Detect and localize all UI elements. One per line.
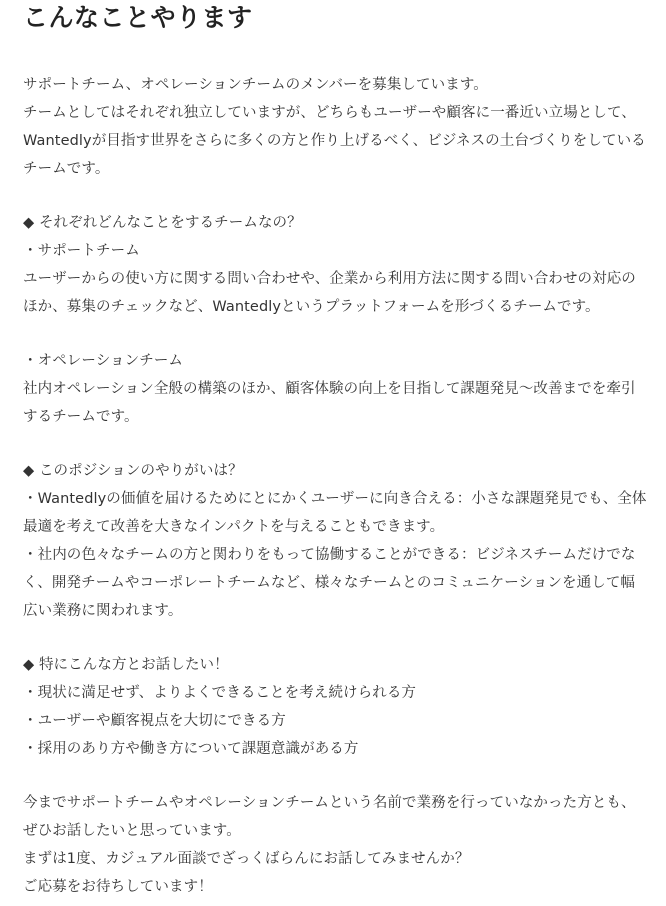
- text-line: するチームです。: [23, 409, 139, 425]
- text-line: チームです。: [23, 161, 110, 177]
- paragraph: [23, 651, 652, 763]
- paragraph: [23, 457, 652, 625]
- paragraph-gap: [23, 321, 652, 347]
- text-line: く、開発チームやコーポレートチームなど、様々なチームとのコミュニケーションを通して幅: [23, 575, 636, 591]
- paragraph: [23, 71, 652, 183]
- text-line: サポートチーム、オペレーションチームのメンバーを募集しています。: [23, 77, 488, 93]
- paragraph: [23, 209, 652, 321]
- text-line: ぜひお話したいと思っています。: [23, 823, 241, 839]
- section-title: こんなことやります: [23, 3, 253, 32]
- text-line: ・サポートチーム: [23, 243, 140, 259]
- article-body: [23, 71, 652, 901]
- text-line: ・オペレーションチーム: [23, 353, 184, 369]
- text-line: ◆ 特にこんな方とお話したい！: [23, 657, 229, 673]
- text-line: ほか、募集のチェックなど、Wantedlyというプラットフォームを形づくるチームです。: [23, 299, 600, 315]
- text-line: ご応募をお待ちしています！: [23, 879, 213, 895]
- paragraph: [23, 347, 652, 431]
- paragraph-gap: [23, 763, 652, 789]
- text-line: ・現状に満足せず、よりよくできることを考え続けられる方: [23, 685, 417, 701]
- paragraph: [23, 789, 652, 901]
- text-line: ・Wantedlyの価値を届けるためにとにかくユーザーに向き合える：小さな課題発見でも、全体: [23, 491, 647, 507]
- text-line: 社内オペレーション全般の構築のほか、顧客体験の向上を目指して課題発見〜改善までを牽引: [23, 381, 636, 397]
- text-line: ◆ このポジションのやりがいは？: [23, 463, 243, 479]
- text-line: ユーザーからの使い方に関する問い合わせや、企業から利用方法に関する問い合わせの対応の: [23, 271, 636, 287]
- text-line: 最適を考えて改善を大きなインパクトを与えることもできます。: [23, 519, 445, 535]
- text-line: 広い業務に関われます。: [23, 603, 183, 619]
- text-line: ◆ それぞれどんなことをするチームなの？: [23, 215, 302, 231]
- paragraph-gap: [23, 183, 652, 209]
- text-line: 今までサポートチームやオペレーションチームという名前で業務を行っていなかった方とも、: [23, 795, 636, 811]
- paragraph-gap: [23, 431, 652, 457]
- text-line: ・ユーザーや顧客視点を大切にできる方: [23, 713, 286, 729]
- text-line: まずは1度、カジュアル面談でざっくばらんにお話してみませんか？: [23, 851, 470, 867]
- text-line: ・採用のあり方や働き方について課題意識がある方: [23, 741, 359, 757]
- text-line: Wantedlyが目指す世界をさらに多くの方と作り上げるべく、ビジネスの土台づくりをしている: [23, 133, 646, 149]
- text-line: チームとしてはそれぞれ独立していますが、どちらもユーザーや顧客に一番近い立場として、: [23, 105, 636, 121]
- text-line: ・社内の色々なチームの方と関わりをもって協働することができる：ビジネスチームだけでな: [23, 547, 636, 563]
- paragraph-gap: [23, 625, 652, 651]
